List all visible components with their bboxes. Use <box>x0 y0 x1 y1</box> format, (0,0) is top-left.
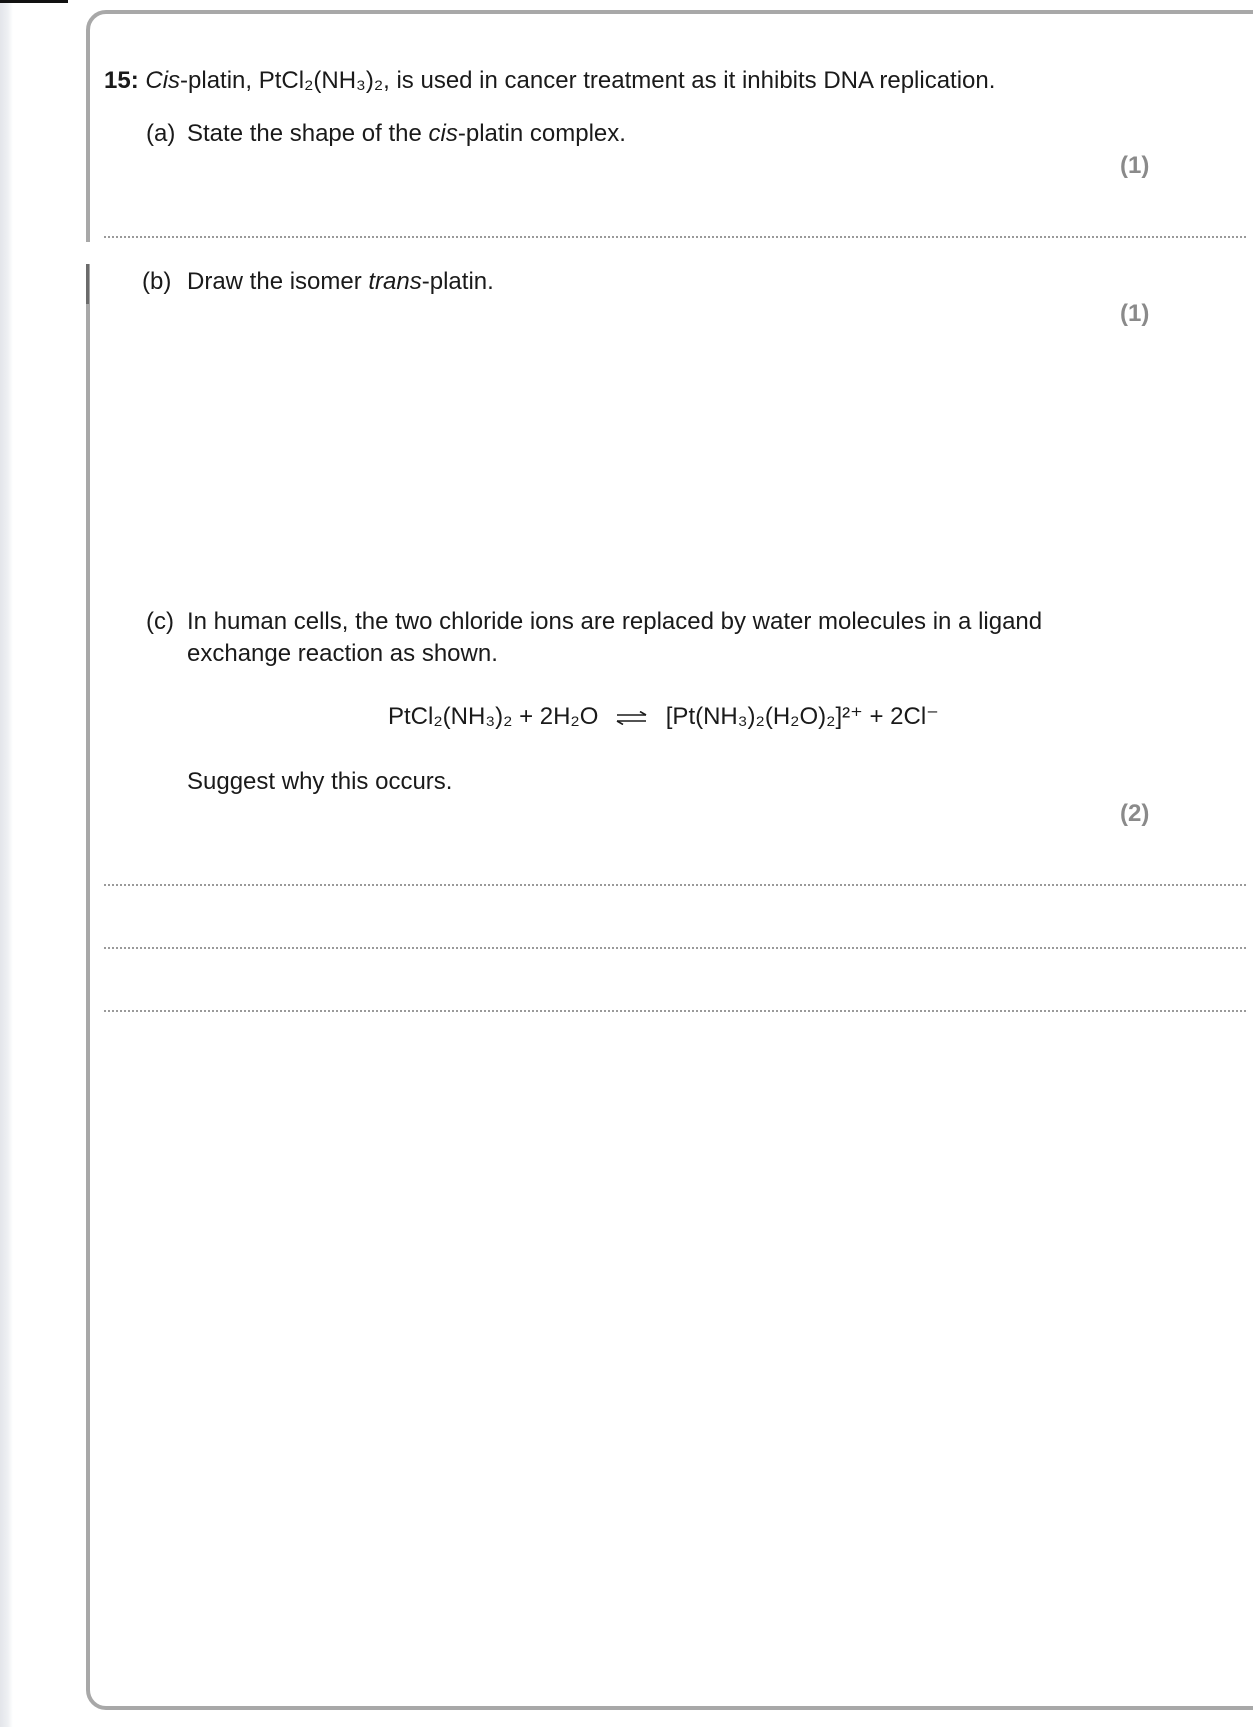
part-a-label: (a) <box>146 120 176 147</box>
question-frame <box>86 10 1253 1710</box>
part-b-label: (b) <box>142 268 172 295</box>
equilibrium-arrow-icon <box>615 711 649 725</box>
question-number: 15: <box>104 67 139 94</box>
part-a-text-before: State the shape of the <box>187 120 429 147</box>
part-a-text-italic: cis <box>428 120 458 147</box>
part-c-prompt: Suggest why this occurs. <box>187 768 453 795</box>
part-b-text-italic: trans <box>368 268 422 295</box>
frame-gap <box>84 242 94 264</box>
part-c-answer-line-1[interactable] <box>104 884 1246 886</box>
question-intro-italic: Cis <box>145 67 181 94</box>
equation-right: [Pt(NH₃)₂(H₂O)₂]²⁺ + 2Cl⁻ <box>665 703 939 730</box>
part-a-question <box>187 118 626 150</box>
part-a-answer-line[interactable] <box>104 236 1246 238</box>
frame-stem-line <box>86 264 89 304</box>
part-c-answer-line-3[interactable] <box>104 1010 1246 1012</box>
part-b-text-after: -platin. <box>421 268 494 295</box>
equation-left: PtCl₂(NH₃)₂ + 2H₂O <box>388 703 599 730</box>
part-b-text-before: Draw the isomer <box>187 268 369 295</box>
part-b-drawing-area[interactable] <box>140 330 1140 580</box>
ligand-exchange-equation <box>388 700 939 734</box>
part-a-text-after: -platin complex. <box>457 120 626 147</box>
part-c-answer-line-2[interactable] <box>104 947 1246 949</box>
part-b-marks: (1) <box>1120 300 1150 327</box>
part-c-marks: (2) <box>1120 800 1150 827</box>
part-c-line-1: In human cells, the two chloride ions are replaced by water molecules in a ligand <box>187 608 1043 635</box>
question-stem <box>104 65 995 97</box>
question-intro-text: -platin, PtCl₂(NH₃)₂, is used in cancer treatment as it inhibits DNA replication. <box>180 67 996 94</box>
part-c-line-2: exchange reaction as shown. <box>187 640 498 667</box>
part-a-marks: (1) <box>1120 152 1150 179</box>
page-edge-strip <box>0 0 13 1727</box>
corner-bar <box>0 0 68 3</box>
part-b-question <box>187 266 494 298</box>
part-c-label: (c) <box>146 608 174 635</box>
